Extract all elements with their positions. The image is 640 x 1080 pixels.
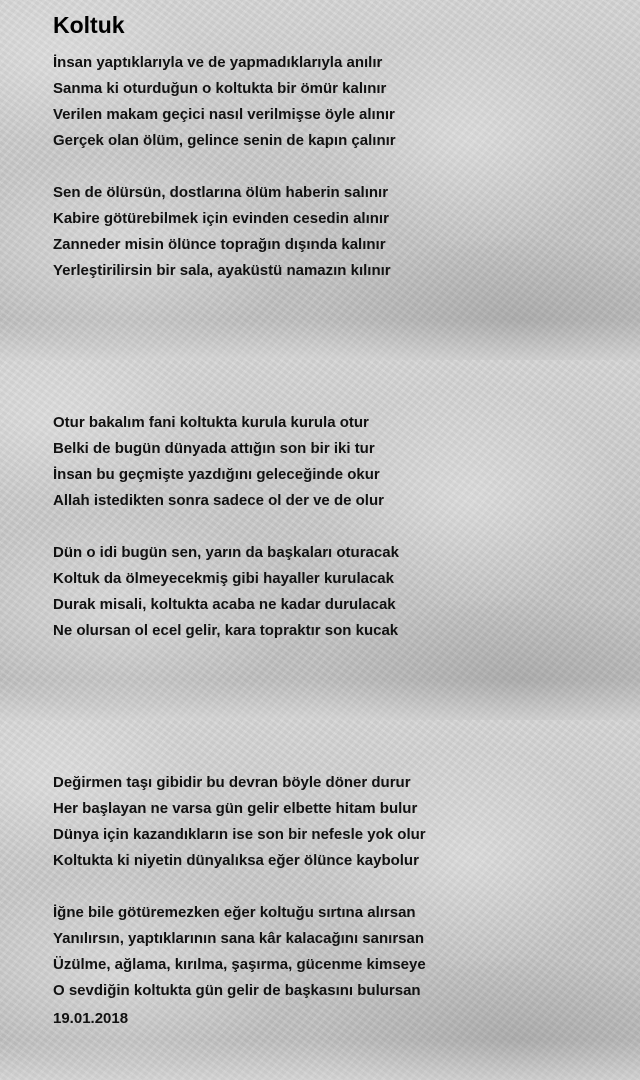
poem-line: Zanneder misin ölünce toprağın dışında kalınır [53, 236, 386, 253]
poem-line: Ne olursan ol ecel gelir, kara topraktır son kucak [53, 622, 399, 639]
poem-line: O sevdiğin koltukta gün gelir de başkasını bulursan [53, 982, 421, 999]
stanza-6 [53, 900, 426, 1004]
poem-line: Allah istedikten sonra sadece ol der ve de olur [53, 492, 384, 509]
stanza-1 [53, 50, 396, 154]
poem-panel-2 [0, 360, 640, 720]
poem-line: Sanma ki oturduğun o koltukta bir ömür kalınır [53, 80, 387, 97]
stanza-2 [53, 180, 391, 284]
poem-panel-1 [0, 0, 640, 360]
poem-line: Değirmen taşı gibidir bu devran böyle döner durur [53, 774, 411, 791]
stanza-4 [53, 540, 399, 644]
poem-line: Her başlayan ne varsa gün gelir elbette hitam bulur [53, 800, 418, 817]
poem-line: Dünya için kazandıkların ise son bir nefesle yok olur [53, 826, 426, 843]
poem-line: Verilen makam geçici nasıl verilmişse öyle alınır [53, 106, 395, 123]
stanza-3 [53, 410, 384, 514]
poem-line: Gerçek olan ölüm, gelince senin de kapın çalınır [53, 132, 396, 149]
poem-line: Sen de ölürsün, dostlarına ölüm haberin salınır [53, 184, 389, 201]
poem-line: Üzülme, ağlama, kırılma, şaşırma, gücenme kimseye [53, 956, 426, 973]
poem-line: Koltuk da ölmeyecekmiş gibi hayaller kurulacak [53, 570, 394, 587]
poem-date: 19.01.2018 [53, 1010, 129, 1027]
poem-line: Belki de bugün dünyada attığın son bir iki tur [53, 440, 375, 457]
poem-line: Otur bakalım fani koltukta kurula kurula otur [53, 414, 369, 431]
poem-title: Koltuk [53, 12, 125, 38]
poem-line: Yerleştirilirsin bir sala, ayaküstü namazın kılınır [53, 262, 391, 279]
poem-line: İnsan yaptıklarıyla ve de yapmadıklarıyla anılır [53, 54, 383, 71]
poem-line: Dün o idi bugün sen, yarın da başkaları oturacak [53, 544, 399, 561]
poem-line: Kabire götürebilmek için evinden cesedin alınır [53, 210, 389, 227]
poem-line: İğne bile götüremezken eğer koltuğu sırtına alırsan [53, 904, 416, 921]
stanza-5 [53, 770, 426, 874]
poem-line: Yanılırsın, yaptıklarının sana kâr kalacağını sanırsan [53, 930, 425, 947]
poem-line: Koltukta ki niyetin dünyalıksa eğer ölünce kaybolur [53, 852, 419, 869]
poem-line: İnsan bu geçmişte yazdığını geleceğinde okur [53, 466, 380, 483]
poem-panel-3 [0, 720, 640, 1080]
poem-line: Durak misali, koltukta acaba ne kadar durulacak [53, 596, 396, 613]
